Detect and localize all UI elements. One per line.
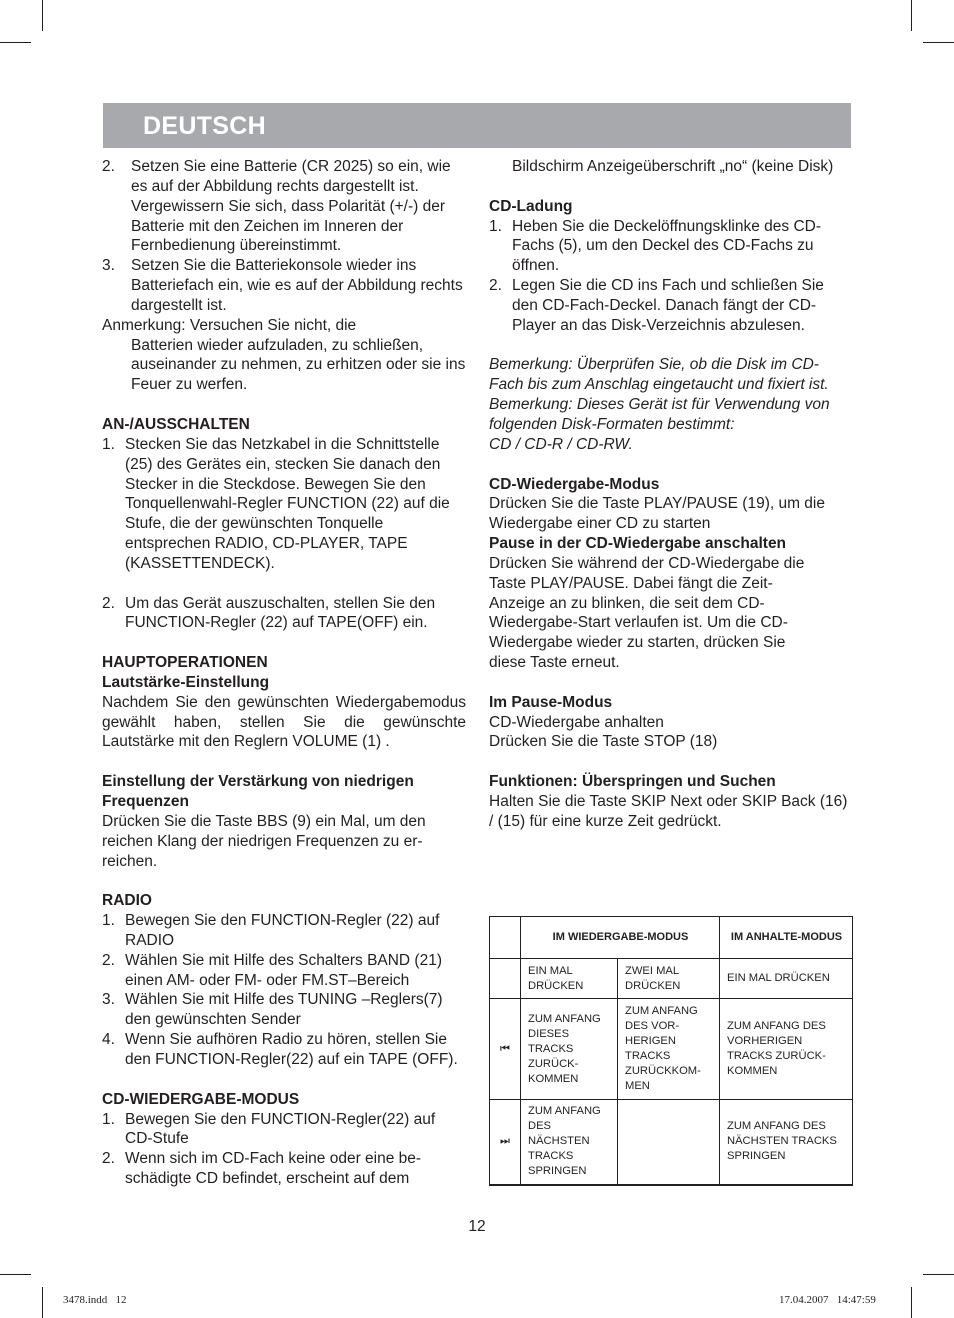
list-item: 1. Heben Sie die Deckelöffnungsklinke des CD-Fachs (5), um den Deckel des CD-Fachs zu öffnen. — [489, 217, 822, 275]
table-row — [490, 959, 853, 999]
battery-note: Anmerkung: Versuchen Sie nicht, die Batterien wieder aufzuladen, zu schließen, auseinander zu nehmen, zu erhitzen oder sie ins Feuer zu werfen. — [102, 316, 466, 394]
list-item: 1. Bewegen Sie den FUNCTION-Regler(22) auf CD-Stufe — [102, 1110, 436, 1148]
table-cell: EIN MAL DRÜCKEN — [720, 959, 853, 999]
list-item: 2. Wenn sich im CD-Fach keine oder eine beschädigte CD befindet, erscheint auf dem — [102, 1150, 422, 1188]
table-row — [490, 1100, 853, 1185]
section-heading: Im Pause-Modus — [489, 693, 613, 711]
subsection-heading: Pause in der CD-Wiedergabe anschalten — [489, 535, 787, 553]
left-column — [102, 157, 466, 1189]
crop-mark — [911, 0, 912, 31]
table-cell: ZUM ANFANG DES NÄCHSTEN TRACKS SPRINGEN — [521, 1100, 618, 1185]
paragraph: Drücken Sie die Taste PLAY/PAUSE (19), um die Wiedergabe einer CD zu starten — [489, 495, 825, 533]
table-cell — [490, 917, 521, 959]
page-number: 12 — [468, 1218, 486, 1235]
paragraph: Bildschirm Anzeigeüberschrift „no“ (keine Disk) — [512, 158, 834, 175]
right-column — [489, 157, 851, 832]
paragraph: Halten Sie die Taste SKIP Next oder SKIP Back (16) / (15) für eine kurze Zeit gedrückt. — [489, 793, 848, 830]
list-item: 2. Setzen Sie eine Batterie (CR 2025) so ein, wie es auf der Abbildung rechts dargestellt ist. Vergewissern Sie sich, dass Polarität (+/-) der Batterie mit den Zeichen im Inneren der Fernbedienung übereinstimmt. — [102, 158, 451, 255]
paragraph: CD-Wiedergabe anhalten — [489, 713, 664, 731]
section-heading: CD-Ladung — [489, 197, 573, 215]
remark-formats: CD / CD-R / CD-RW. — [489, 435, 633, 453]
list-item: 1. Bewegen Sie den FUNCTION-Regler (22) auf RADIO — [102, 912, 440, 949]
skip-next-icon: ⏭ — [490, 1100, 521, 1185]
language-banner — [103, 103, 851, 148]
subsection-heading: Lautstärke-Einstellung — [102, 673, 270, 691]
page-title: DEUTSCH — [143, 112, 266, 140]
paragraph: Drücken Sie die Taste BBS (9) ein Mal, um den reichen Klang der niedrigen Frequenzen zu erreichen. — [102, 812, 426, 870]
slug-file: 3478.indd 12 — [63, 1294, 127, 1306]
section-heading: CD-WIEDERGABE-MODUS — [102, 1090, 300, 1108]
crop-mark — [42, 1287, 43, 1318]
section-heading: CD-Wiedergabe-Modus — [489, 475, 660, 493]
list-item: 2. Wählen Sie mit Hilfe des Schalters BAND (21) einen AM- oder FM- oder FM.ST–Bereich — [102, 951, 443, 989]
section-heading: HAUPTOPERATIONEN — [102, 654, 268, 672]
crop-mark — [911, 1287, 912, 1318]
crop-mark — [0, 42, 31, 43]
remark: Bemerkung: Dieses Gerät ist für Verwendung von folgenden Disk-Formaten bestimmt: — [489, 396, 830, 433]
crop-mark — [42, 0, 43, 31]
paragraph: Drücken Sie während der CD-Wiedergabe die Taste PLAY/PAUSE. Dabei fängt die Zeit-Anzeige an zu blinken, die seit dem CD-Wiedergabe-Start verlaufen ist. Um die CD-Wiedergabe wieder zu starten, drücken Sie diese Taste erneut. — [489, 554, 805, 672]
list-item: 1. Stecken Sie das Netzkabel in die Schnittstelle (25) des Gerätes ein, stecken Sie danach den Stecker in die Steckdose. Bewegen Sie den Tonquellenwahl-Regler FUNCTION (22) auf die Stufe, die der gewünschten Tonquelle entsprechen RADIO, CD-PLAYER, TAPE (KASSETTENDECK). — [102, 435, 450, 572]
table-cell: ZUM ANFANG DES VORHERIGEN TRACKS ZURÜCKKOMMEN — [618, 999, 720, 1100]
list-item: 3. Wählen Sie mit Hilfe des TUNING –Reglers(7) den gewünschten Sender — [102, 991, 443, 1029]
table-cell: ZWEI MAL DRÜCKEN — [618, 959, 720, 999]
header-play-mode: IM WIEDERGABE-MODUS — [521, 917, 720, 959]
slug-date: 17.04.2007 14:47:59 — [779, 1294, 876, 1306]
table-cell: ZUM ANFANG DES VORHERIGEN TRACKS ZURÜCKKOMMEN — [720, 999, 853, 1100]
header-stop-mode: IM ANHALTE-MODUS — [720, 917, 853, 959]
subsection-heading: Einstellung der Verstärkung von niedrigen Frequenzen — [102, 773, 414, 810]
crop-mark — [923, 42, 954, 43]
table-cell — [618, 1100, 720, 1185]
crop-mark — [0, 1274, 31, 1275]
skip-back-icon: ⏮ — [490, 999, 521, 1100]
list-item: 2. Um das Gerät auszuschalten, stellen Sie den FUNCTION-Regler (22) auf TAPE(OFF) ein. — [102, 594, 436, 632]
paragraph: Nachdem Sie den gewünschten Wiedergabemodus gewählt haben, stellen Sie die gewünschte Lautstärke mit den Reglern VOLUME (1) . — [102, 693, 466, 751]
crop-mark — [923, 1274, 954, 1275]
list-item: 2. Legen Sie die CD ins Fach und schließen Sie den CD-Fach-Deckel. Danach fängt der CD-Player an das Disk-Verzeichnis abzulesen. — [489, 277, 824, 334]
section-heading: AN-/AUSSCHALTEN — [102, 415, 250, 433]
table-cell: EIN MAL DRÜCKEN — [521, 959, 618, 999]
table-row — [490, 917, 853, 959]
table-cell: ZUM ANFANG DIESES TRACKS ZURÜCKKOMMEN — [521, 999, 618, 1100]
section-heading: Funktionen: Überspringen und Suchen — [489, 773, 776, 791]
table-row — [490, 999, 853, 1100]
list-item: 3. Setzen Sie die Batteriekonsole wieder ins Batteriefach ein, wie es auf der Abbildung rechts dargestellt ist. — [102, 257, 463, 314]
section-heading: RADIO — [102, 892, 152, 910]
skip-function-table — [489, 916, 853, 1186]
remark: Bemerkung: Überprüfen Sie, ob die Disk im CD-Fach bis zum Anschlag eingetaucht und fixiert ist. — [489, 356, 829, 394]
paragraph: Drücken Sie die Taste STOP (18) — [489, 733, 718, 751]
list-item: 4. Wenn Sie aufhören Radio zu hören, stellen Sie den FUNCTION-Regler(22) auf ein TAPE (OFF). — [102, 1031, 458, 1068]
table-cell — [490, 959, 521, 999]
table-cell: ZUM ANFANG DES NÄCHSTEN TRACKS SPRINGEN — [720, 1100, 853, 1185]
